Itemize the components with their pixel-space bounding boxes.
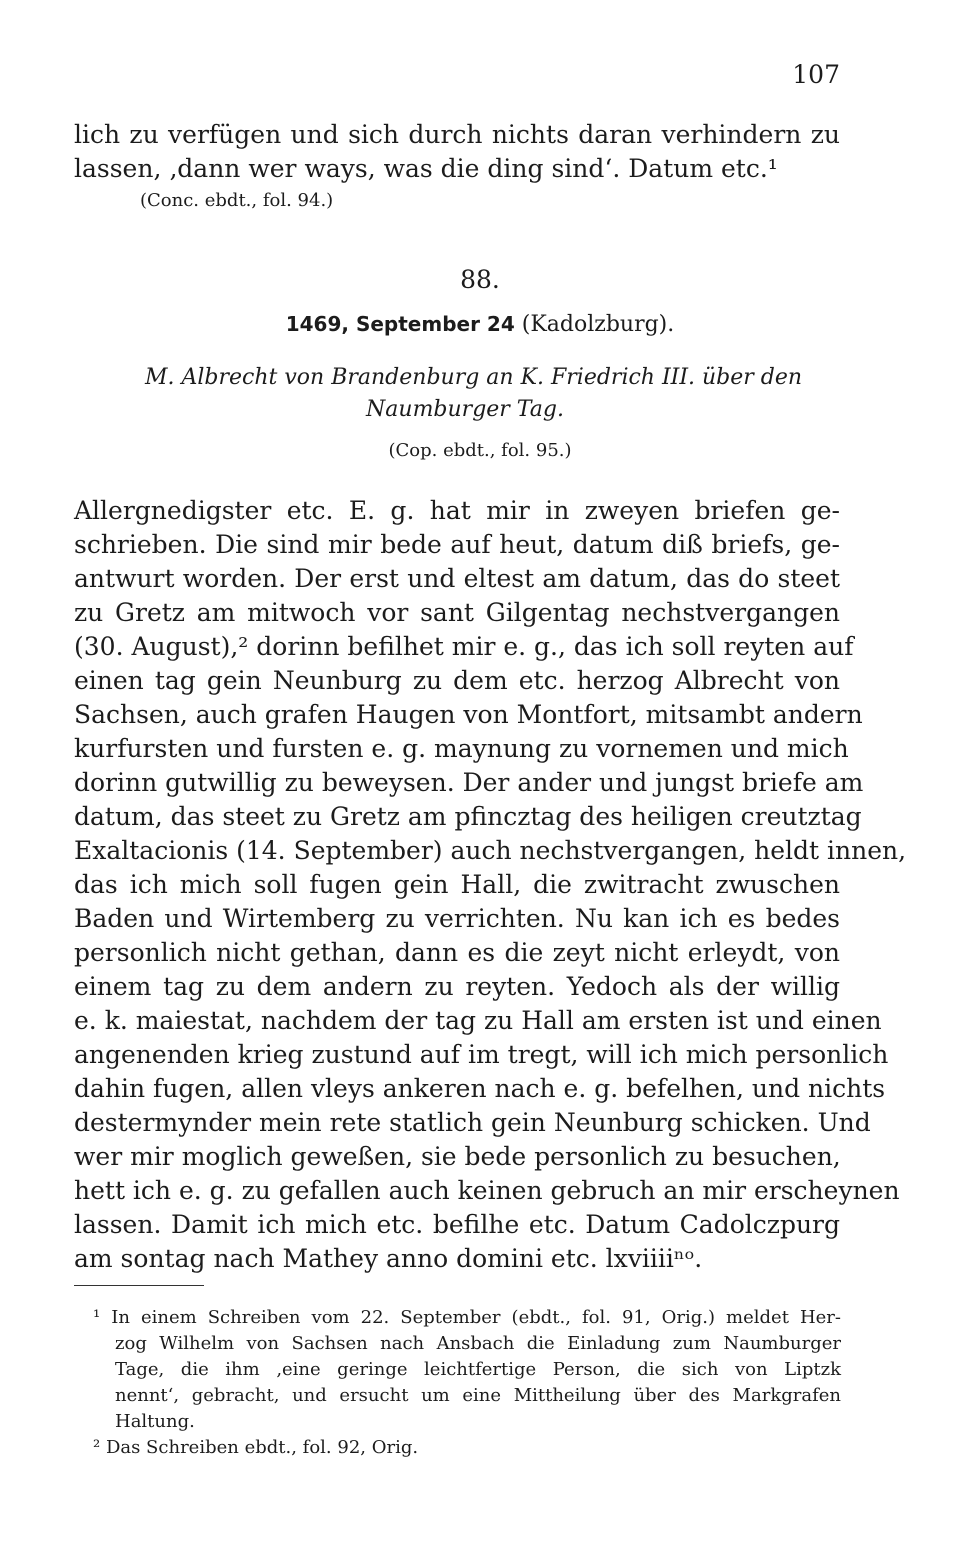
footnote-divider <box>74 1285 204 1286</box>
body-line: datum, das steet zu Gretz am pfinсztag des heiligen creutztag <box>74 802 862 831</box>
body-line: destermynder mein rete statlich gein Neunburg schicken. Und <box>74 1108 871 1137</box>
body-line: einem tag zu dem andern zu reyten. Yedoch als der willig <box>74 972 840 1001</box>
document-date: 1469, September 24 <box>285 312 515 336</box>
body-line: das ich mich soll fugen gein Hall, die zwitracht zwuschen <box>74 870 840 899</box>
footnotes <box>93 1305 841 1461</box>
body-line: (30. August),² dorinn befilhet mir e. g., das ich soll reyten auf <box>74 632 854 661</box>
body-line: lassen. Damit ich mich etc. befilhe etc. Datum Cadolczpurg <box>74 1210 840 1239</box>
document-body <box>74 494 907 1276</box>
body-line: kurfursten und fursten e. g. maynung zu vornemen und mich <box>74 734 849 763</box>
body-line: Allergnedigster etc. E. g. hat mir in zweyen briefen ge- <box>74 496 840 525</box>
body-line: Sachsen, auch grafen Haugen von Montfort, mitsambt andern <box>74 700 863 729</box>
footnote-line: Haltung. <box>115 1411 195 1432</box>
footnote-1 <box>93 1305 841 1435</box>
body-line: e. k. maiestat, nachdem der tag zu Hall am ersten ist und einen <box>74 1006 882 1035</box>
footnote-line: ² Das Schreiben ebdt., fol. 92, Orig. <box>93 1437 419 1458</box>
body-line: am sontag nach Mathey anno domini etc. lxviiiiⁿᵒ. <box>74 1244 703 1273</box>
document-place: (Kadolzburg). <box>521 312 675 337</box>
intro-line: lassen, ‚dann wer ways, was die ding sind‘. Datum etc.¹ <box>74 154 778 183</box>
body-line: angenenden krieg zustund auf im tregt, will ich mich personlich <box>74 1040 889 1069</box>
document-regest <box>145 362 803 426</box>
body-line: dahin fugen, allen vleys ankeren nach e. g. befelhen, und nichts <box>74 1074 886 1103</box>
regest-line: M. Albrecht von Brandenburg an K. Friedrich III. über den <box>145 365 803 390</box>
footnote-2 <box>93 1435 841 1461</box>
intro-paragraph <box>74 118 840 211</box>
body-line: schrieben. Die sind mir bede auf heut, datum diß briefs, ge- <box>74 530 840 559</box>
body-line: dorinn gutwillig zu beweysen. Der ander und jungst briefe am <box>74 768 864 797</box>
document-number: 88. <box>460 265 500 294</box>
body-line: zu Gretz am mitwoch vor sant Gilgentag nechstvergangen <box>74 598 840 627</box>
footnote-line: Tage, die ihm ‚eine geringe leichtfertige Person, die sich von Liptzk <box>115 1359 841 1380</box>
body-line: personlich nicht gethan, dann es die zeyt nicht erleydt, von <box>74 938 840 967</box>
body-line: Baden und Wirtemberg zu verrichten. Nu kan ich es bedes <box>74 904 840 933</box>
body-line: Exaltacionis (14. September) auch nechstvergangen, heldt innen, <box>74 836 907 865</box>
body-line: antwurt worden. Der erst und eltest am datum, das do steet <box>74 564 840 593</box>
intro-source: (Conc. ebdt., fol. 94.) <box>140 190 334 211</box>
body-line: wer mir moglich geweßen, sie bede personlich zu besuchen, <box>74 1142 841 1171</box>
body-line: hett ich e. g. zu gefallen auch keinen gebruch an mir erscheynen <box>74 1176 900 1205</box>
footnote-line: ¹ In einem Schreiben vom 22. September (ebdt., fol. 91, Orig.) meldet Her- <box>93 1307 841 1328</box>
footnote-line: zog Wilhelm von Sachsen nach Ansbach die Einladung zum Naumburger <box>115 1333 841 1354</box>
regest-line: Naumburger Tag. <box>366 397 564 422</box>
body-line: einen tag gein Neunburg zu dem etc. herzog Albrecht von <box>74 666 840 695</box>
document-dateline <box>0 312 960 337</box>
page-number: 107 <box>792 60 840 89</box>
document-source: (Cop. ebdt., fol. 95.) <box>388 440 572 461</box>
intro-line: lich zu verfügen und sich durch nichts daran verhindern zu <box>74 120 840 149</box>
footnote-line: nennt‘, gebracht, und ersucht um eine Mittheilung über des Markgrafen <box>115 1385 841 1406</box>
